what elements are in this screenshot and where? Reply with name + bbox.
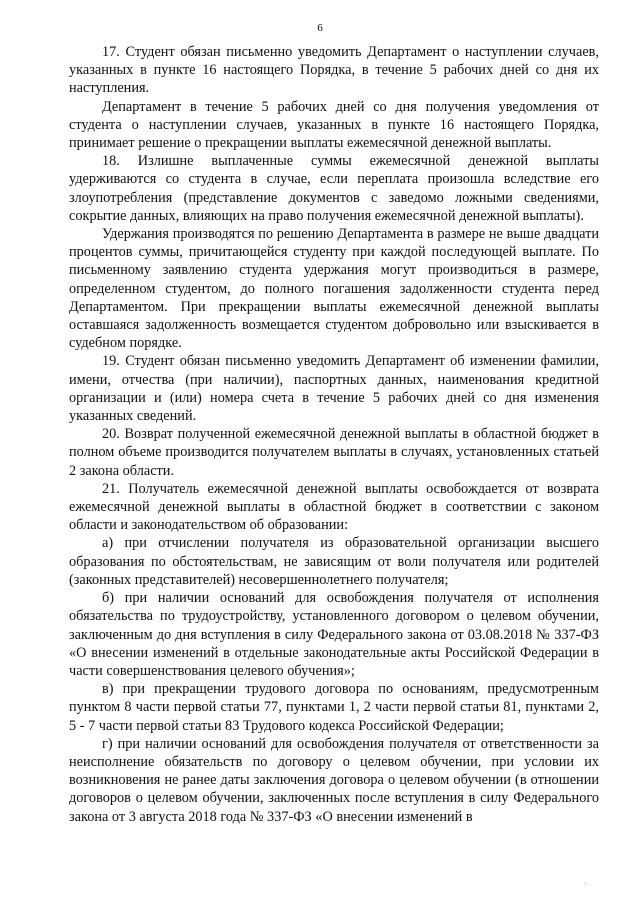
scan-mark: . <box>584 877 587 887</box>
paragraph-17: 17. Студент обязан письменно уведомить Департамент о наступлении случаев, указанных в пункте 16 настоящего Порядка, в течение 5 рабочих дней со дня их наступления. <box>69 44 599 97</box>
paragraph-21-g: г) при наличии оснований для освобождения получателя от ответственности за неисполнение обязательств по договору о целевом обучении, при условии их возникновения не ранее даты заключения договора о целевом обучении (в отношении договоров о целевом обучении, заключенных после вступления в силу Федерального закона от 3 августа 2018 года № 337-ФЗ «О внесении изменений в <box>69 735 599 825</box>
page-number: 6 <box>317 22 323 34</box>
paragraph-18: 18. Излишне выплаченные суммы ежемесячной денежной выплаты удерживаются со студента в случае, если переплата произошла вследствие его злоупотребления (представление документов с заведомо ложными сведениями, сокрытие данных, влияющих на право получения ежемесячной денежной выплаты). <box>69 153 599 224</box>
paragraph-17-decision: Департамент в течение 5 рабочих дней со дня получения уведомления от студента о наступлении случаев, указанных в пункте 16 настоящего Порядка, принимает решение о прекращении выплаты ежемесячной денежной выплаты. <box>69 98 599 152</box>
paragraph-18-deductions: Удержания производятся по решению Департамента в размере не выше двадцати процентов суммы, причитающейся студенту при каждой последующей выплате. По письменному заявлению студента удержания могут производиться в размере, определенном студентом, до полного погашения задолженности студента перед Департаментом. При прекращении выплаты ежемесячной денежной выплаты оставшаяся задолженность возмещается студентом добровольно или взыскивается в судебном порядке. <box>69 226 599 352</box>
paragraph-21-v: в) при прекращении трудового договора по основаниям, предусмотренным пунктом 8 части первой статьи 77, пунктами 1, 2 части первой статьи 81, пунктами 2, 5 - 7 части первой статьи 83 Трудового кодекса Российской Федерации; <box>69 681 599 734</box>
paragraph-21: 21. Получатель ежемесячной денежной выплаты освобождается от возврата ежемесячной денежной выплаты в областной бюджет в соответствии с законом области и законодательством об образовании: <box>69 480 599 534</box>
document-body <box>69 43 599 826</box>
paragraph-21-b: б) при наличии оснований для освобождения получателя от исполнения обязательства по трудоустройству, установленного договором о целевом обучении, заключенным до дня вступления в силу Федерального закона от 03.08.2018 № 337-ФЗ «О внесении изменений в отдельные законодательные акты Российской Федерации в части совершенствования целевого обучения»; <box>69 590 599 679</box>
paragraph-21-a: а) при отчислении получателя из образовательной организации высшего образования по обстоятельствам, не зависящим от воли получателя или родителей (законных представителей) несовершеннолетнего получателя; <box>69 535 599 588</box>
paragraph-19: 19. Студент обязан письменно уведомить Департамент об изменении фамилии, имени, отчества (при наличии), паспортных данных, наименования кредитной организации и (или) номера счета в течение 5 рабочих дней со дня изменения указанных сведений. <box>69 353 599 425</box>
paragraph-20: 20. Возврат полученной ежемесячной денежной выплаты в областной бюджет в полном объеме производится получателем выплаты в случаях, установленных статьей 2 закона области. <box>69 426 599 479</box>
